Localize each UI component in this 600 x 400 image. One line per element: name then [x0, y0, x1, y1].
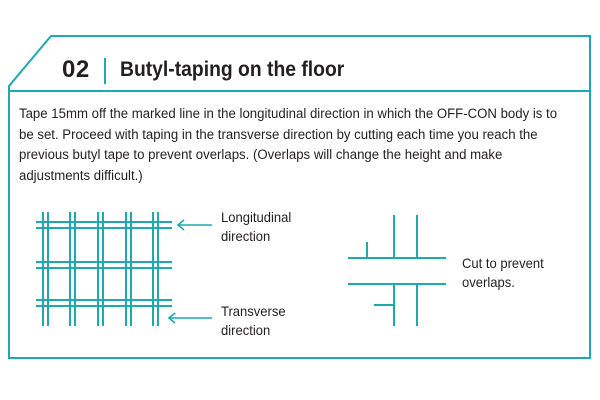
cut-detail-diagram: [348, 215, 446, 326]
transverse-label: [221, 302, 286, 340]
transverse-label-line-2: direction: [221, 322, 271, 338]
cut-label-line-1: Cut to prevent: [462, 255, 544, 271]
cut-label-line-2: overlaps.: [462, 274, 515, 290]
cut-label: [462, 254, 544, 292]
header-divider: [104, 58, 106, 84]
instructions-paragraph: Tape 15mm off the marked line in the longitudinal direction in which the OFF-CON body is to be set. Proceed with taping in the transverse direction by cutting each time you reach the previous butyl tape to prevent overlaps. (Overlaps will change the height and make adjustments difficult.): [19, 106, 558, 184]
longitudinal-label-line-2: direction: [221, 228, 271, 244]
transverse-arrow: [169, 313, 212, 323]
longitudinal-label-line-1: Longitudinal: [221, 209, 292, 225]
tape-grid-diagram: [36, 212, 172, 326]
transverse-label-line-1: Transverse: [221, 303, 286, 319]
step-number: 02: [62, 56, 90, 83]
step-title: Butyl-taping on the floor: [120, 58, 345, 81]
longitudinal-arrow: [178, 220, 212, 230]
longitudinal-label: [221, 208, 291, 246]
